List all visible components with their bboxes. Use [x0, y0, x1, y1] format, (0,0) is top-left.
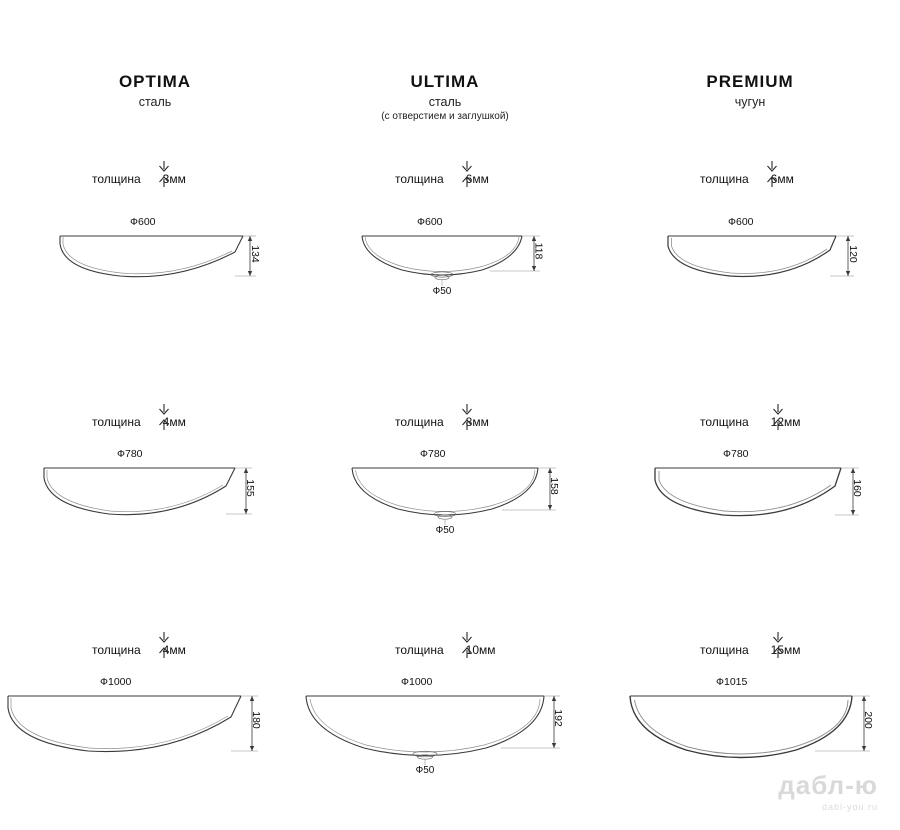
thickness-word: толщина	[395, 172, 444, 186]
column-header-ultima	[345, 72, 545, 122]
thickness-word: толщина	[700, 172, 749, 186]
profile-drawing-premium-1015	[630, 676, 890, 780]
depth-label: 134	[248, 245, 261, 263]
profile-drawing-premium-600	[668, 216, 868, 300]
thickness-row	[395, 643, 496, 657]
depth-label: 118	[532, 242, 545, 260]
diameter-label: Ф780	[420, 448, 446, 460]
profile-drawing-optima-1000	[8, 676, 268, 780]
thickness-value: 10мм	[465, 643, 496, 657]
thickness-arrows-icon	[155, 403, 173, 431]
column-header-optima	[60, 72, 250, 109]
column-material: чугун	[734, 95, 766, 109]
thickness-arrows-icon	[155, 631, 173, 659]
hole-label: Ф50	[415, 765, 435, 776]
depth-label: 180	[249, 711, 262, 729]
thickness-value: 8мм	[465, 415, 489, 429]
depth-label: 160	[850, 479, 863, 497]
thickness-value: 6мм	[465, 172, 489, 186]
profile-drawing-ultima-1000	[306, 676, 566, 780]
column-title: OPTIMA	[118, 72, 192, 91]
hole-label: Ф50	[432, 286, 452, 297]
thickness-word: толщина	[700, 415, 749, 429]
thickness-value: 4мм	[162, 415, 186, 429]
thickness-arrows-icon	[769, 631, 787, 659]
diameter-label: Ф1000	[401, 676, 433, 688]
watermark-brand: дабл-ю	[778, 770, 878, 800]
thickness-arrows-icon	[458, 403, 476, 431]
hole-label: Ф50	[435, 525, 455, 536]
thickness-value: 6мм	[770, 172, 794, 186]
thickness-word: толщина	[92, 643, 141, 657]
column-title: PREMIUM	[706, 72, 794, 91]
thickness-value: 3мм	[162, 172, 186, 186]
profile-drawing-optima-780	[44, 448, 264, 542]
column-title: ULTIMA	[410, 72, 480, 91]
diameter-label: Ф600	[417, 216, 443, 228]
thickness-arrows-icon	[155, 160, 173, 188]
diameter-label: Ф1015	[716, 676, 748, 688]
depth-label: 192	[551, 709, 564, 727]
diameter-label: Ф600	[130, 216, 156, 228]
diameter-label: Ф1000	[100, 676, 132, 688]
depth-label: 155	[243, 479, 256, 497]
thickness-arrows-icon	[763, 160, 781, 188]
column-material: сталь	[428, 95, 462, 109]
thickness-arrows-icon	[458, 631, 476, 659]
thickness-word: толщина	[92, 415, 141, 429]
profile-drawing-ultima-780	[352, 448, 572, 542]
depth-label: 158	[547, 477, 560, 495]
column-note: (с отверстием и заглушкой)	[381, 111, 509, 122]
column-header-premium	[655, 72, 845, 109]
diameter-label: Ф780	[117, 448, 143, 460]
depth-label: 120	[846, 245, 859, 263]
thickness-word: толщина	[395, 643, 444, 657]
depth-label: 200	[861, 711, 874, 729]
thickness-arrows-icon	[458, 160, 476, 188]
watermark-url: dabl-you.ru	[821, 802, 878, 812]
thickness-value: 4мм	[162, 643, 186, 657]
watermark	[778, 772, 878, 812]
thickness-word: толщина	[700, 643, 749, 657]
column-material: сталь	[138, 95, 172, 109]
profile-drawing-ultima-600	[362, 216, 562, 300]
diameter-label: Ф780	[723, 448, 749, 460]
thickness-value: 15мм	[770, 643, 801, 657]
thickness-word: толщина	[92, 172, 141, 186]
diameter-label: Ф600	[728, 216, 754, 228]
profile-drawing-premium-780	[655, 448, 875, 542]
thickness-word: толщина	[395, 415, 444, 429]
profile-drawing-optima-600	[60, 216, 261, 300]
thickness-arrows-icon	[769, 403, 787, 431]
thickness-value: 12мм	[770, 415, 801, 429]
